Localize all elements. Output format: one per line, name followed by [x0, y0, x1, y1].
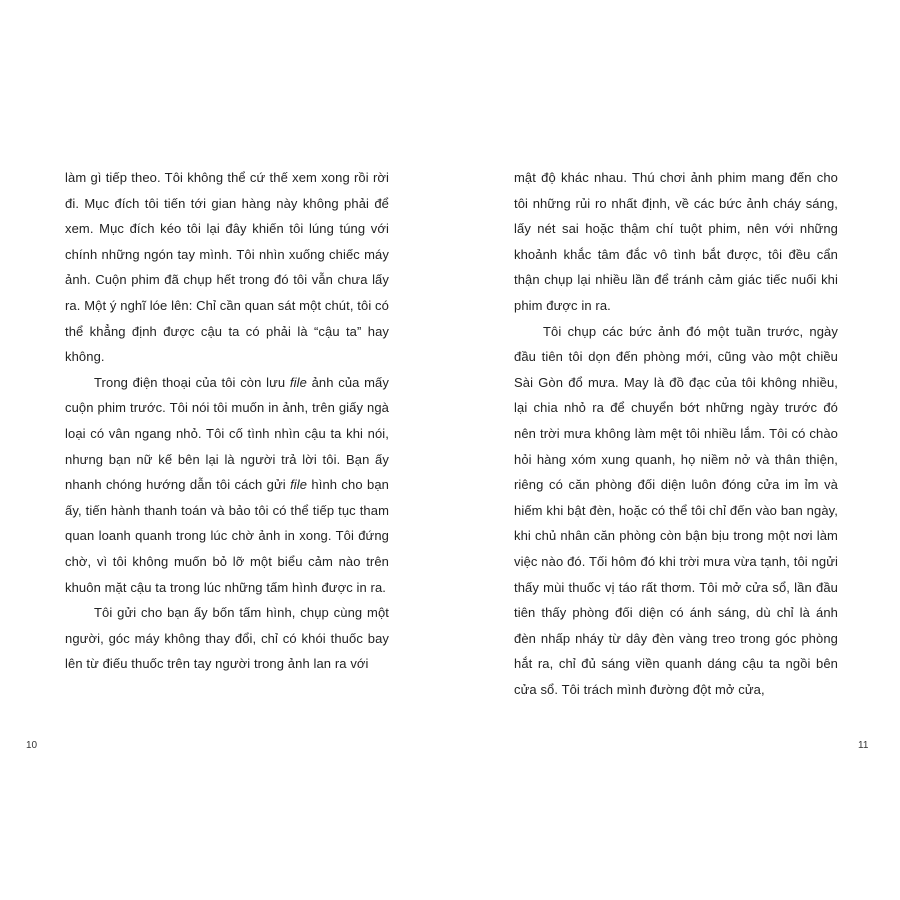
italic-text: file — [290, 477, 308, 493]
paragraph — [65, 600, 389, 677]
paragraph — [514, 165, 838, 319]
text-segment: Tôi gửi cho bạn ấy bốn tấm hình, chụp cùng một người, góc máy không thay đổi, chỉ có khói thuốc bay lên từ điếu thuốc trên tay người trong ảnh lan ra với — [65, 605, 389, 672]
italic-text: file — [289, 374, 307, 390]
text-segment: mật độ khác nhau. Thú chơi ảnh phim mang đến cho tôi những rủi ro nhất định, về các bức ảnh cháy sáng, lấy nét sai hoặc thậm chí tuột phim, nên với những khoảnh khắc tâm đắc vô tình bắt được, tôi đều cẩn thận chụp lại nhiều lần để tránh cảm giác tiếc nuối khi phim được in ra. — [514, 170, 838, 313]
text-segment: hình cho bạn ấy, tiến hành thanh toán và bảo tôi có thể tiếp tục tham quan loanh quanh trong lúc chờ ảnh in xong. Tôi đứng chờ, vì tôi không muốn bỏ lỡ một biểu cảm nào trên khuôn mặt cậu ta trong lúc những tấm hình được in ra. — [65, 477, 389, 595]
right-page — [514, 165, 838, 702]
paragraph — [65, 370, 389, 600]
paragraph — [65, 165, 389, 370]
left-page — [65, 165, 389, 677]
text-segment: Tôi chụp các bức ảnh đó một tuần trước, ngày đầu tiên tôi dọn đến phòng mới, cũng vào một chiều Sài Gòn đổ mưa. May là đồ đạc của tôi không nhiều, lại chia nhỏ ra để chuyển bớt những ngày trước đó nên trời mưa không làm mệt tôi nhiều lắm. Tôi có chào hỏi hàng xóm xung quanh, họ niềm nở và thân thiện, riêng có căn phòng đối diện luôn đóng cửa im ỉm và hiếm khi bật đèn, hoặc có thể tôi chỉ đến vào ban ngày, khi chủ nhân căn phòng còn bận bịu trong một nơi làm việc nào đó. Tối hôm đó khi trời mưa vừa tạnh, tôi ngửi thấy mùi thuốc vị táo rất thơm. Tôi mở cửa sổ, lần đầu tiên thấy phòng đối diện có ánh sáng, dù chỉ là ánh đèn nhấp nháy từ dây đèn vàng treo trong góc phòng hắt ra, chỉ đủ sáng viền quanh dáng cậu ta ngồi bên cửa sổ. Tôi trách mình đường đột mở cửa, — [514, 323, 838, 697]
text-segment: Trong điện thoại của tôi còn lưu — [94, 374, 290, 390]
text-segment: làm gì tiếp theo. Tôi không thể cứ thế xem xong rồi rời đi. Mục đích tôi tiến tới gian hàng này không phải để xem. Mục đích kéo tôi lại đây khiến tôi lúng túng với chính những ngón tay mình. Tôi nhìn xuống chiếc máy ảnh. Cuộn phim đã chụp hết trong đó tôi vẫn chưa lấy ra. Một ý nghĩ lóe lên: Chỉ cần quan sát một chút, tôi có thể khẳng định được cậu ta có phải là “cậu ta” hay không. — [65, 170, 389, 365]
paragraph — [514, 319, 838, 703]
text-segment: ảnh của mấy cuộn phim trước. Tôi nói tôi muốn in ảnh, trên giấy ngà loại có vân ngang nhỏ. Tôi cố tình nhìn cậu ta khi nói, nhưng bạn nữ kế bên lại là người trả lời tôi. Bạn ấy nhanh chóng hướng dẫn tôi cách gửi — [65, 374, 389, 493]
right-page-number: 11 — [858, 740, 869, 751]
left-page-number: 10 — [26, 740, 38, 751]
